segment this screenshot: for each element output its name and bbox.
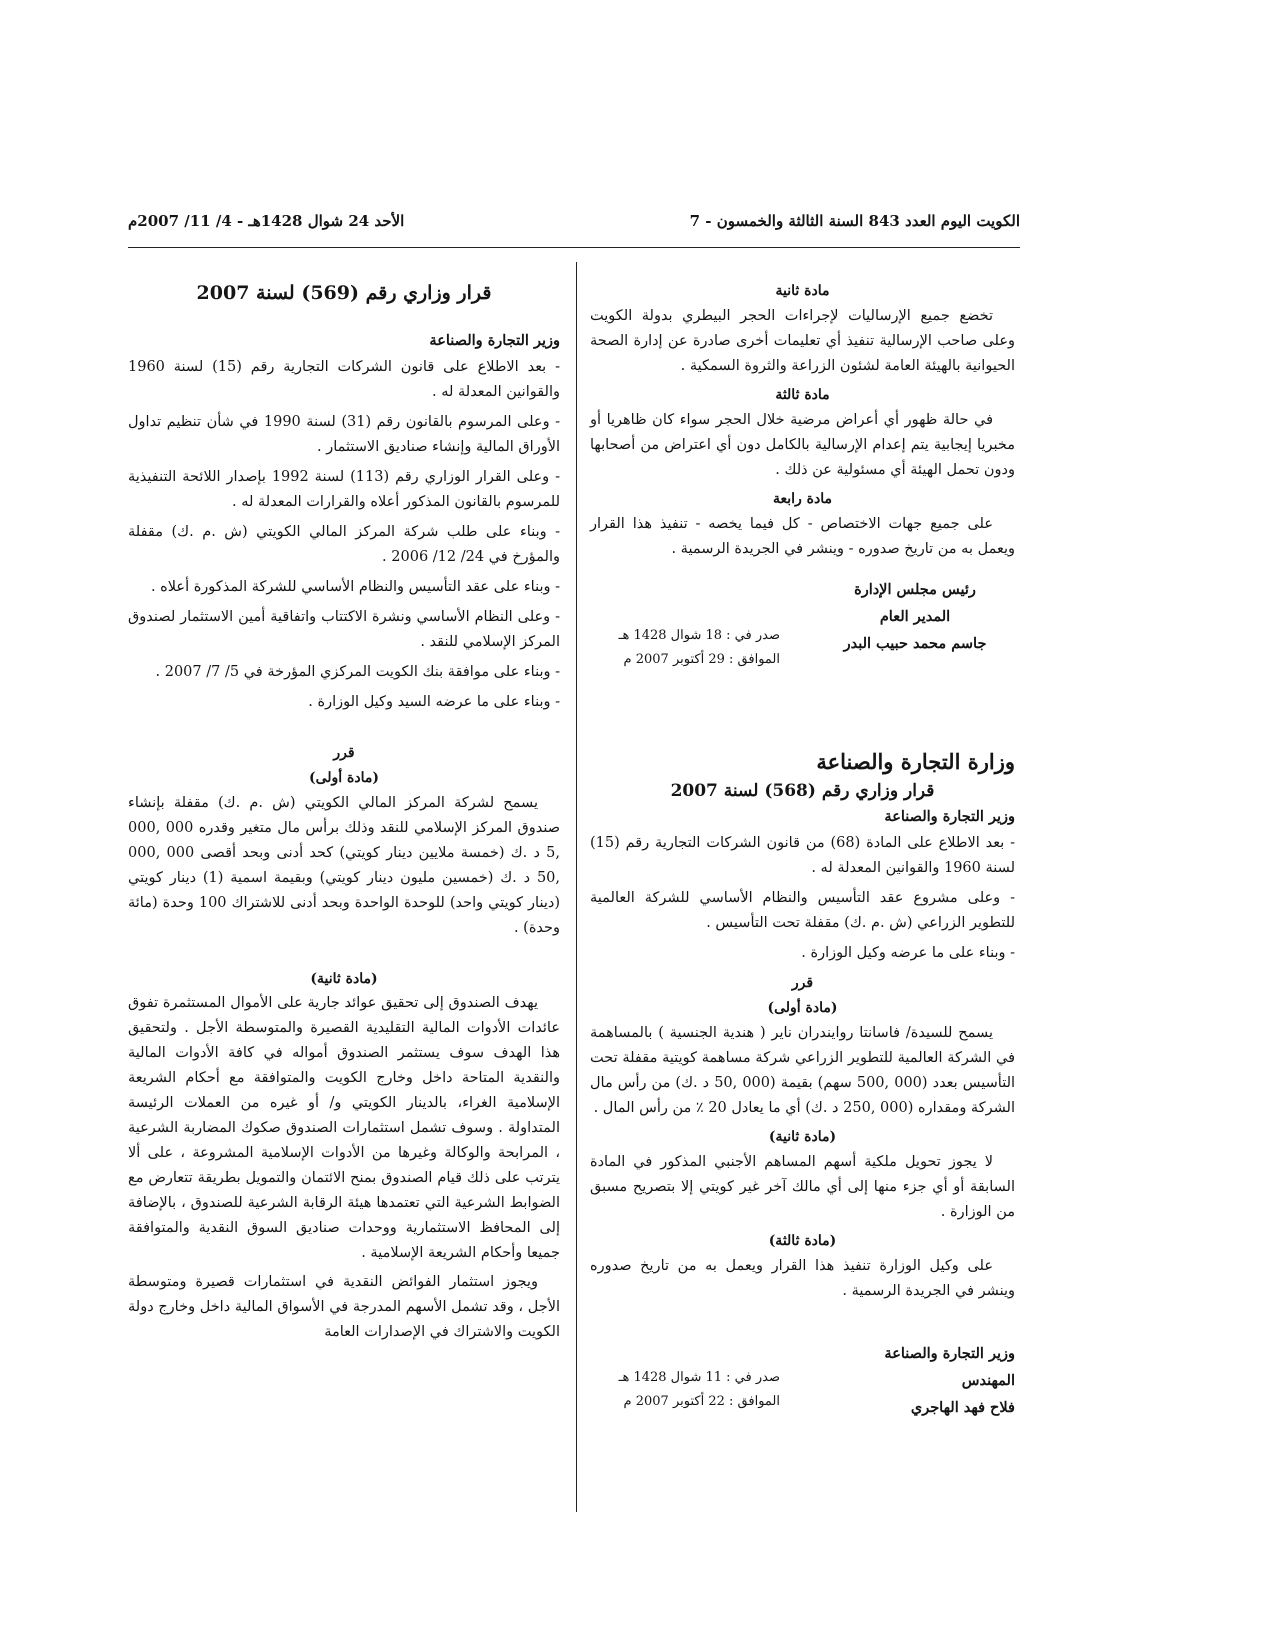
preamble-clause: - وعلى النظام الأساسي ونشرة الاكتتاب واتفاقية أمين الاستثمار لصندوق المركز الإسلامي للنقد . <box>128 609 560 650</box>
article-text: في حالة ظهور أي أعراض مرضية خلال الحجر سواء كان ظاهريا أو مخبريا إيجابية يتم إعدام الإرسالية بالكامل دون أي اعتراض من أصحابها ودون تحمل الهيئة أي مسئولية عن ذلك . <box>590 412 1015 478</box>
signatory <box>835 1340 1015 1421</box>
article-text: يسمح لشركة المركز المالي الكويتي (ش .م .ك) مقفلة بإنشاء صندوق المركز الإسلامي للنقد وذلك برأس مال متغير وقدره 000 ,000 ,5 د .ك (خمسة ملايين دينار كويتي) كحد أدنى وبحد أقصى 000 ,000 ,50 د .ك (خمسين مليون دينار كويتي) وبقيمة اسمية (1) دينار كويتي (دينار كويتي واحد) للوحدة الواحدة وبحد أدنى للاشتراك 100 وحدة (مائة وحدة) . <box>128 795 561 936</box>
preamble-clause: - وبناء على عقد التأسيس والنظام الأساسي للشركة المذكورة أعلاه . <box>150 579 560 595</box>
decision-title: قرار وزاري رقم (568) لسنة 2007 <box>670 781 935 801</box>
issued-date: صدر في : 11 شوال 1428 هـ <box>618 1370 780 1385</box>
left-column <box>128 278 560 1349</box>
issue-header: الكويت اليوم العدد 843 السنة الثالثة والخمسون - 7 <box>689 212 1020 230</box>
preamble-clause: - وعلى القرار الوزاري رقم (113) لسنة 1992 بإصدار اللائحة التنفيذية للمرسوم بالقانون المذكور أعلاه والقرارات المعدلة له . <box>128 469 560 510</box>
signatory-title: رئيس مجلس الإدارة <box>854 581 976 598</box>
signature-block <box>590 1340 1015 1421</box>
article-text: يهدف الصندوق إلى تحقيق عوائد جارية على الأموال المستثمرة تفوق عائدات الأدوات المالية التقليدية القصيرة والمتوسطة الأجل . ولتحقيق هذا الهدف سوف يستثمر الصندوق أمواله في كافة الأدوات المالية والنقدية المتاحة داخل وخارج الكويت والمتوافقة مع أحكام الشريعة الإسلامية الغراء، بالدينار الكويتي و/ أو غيره من العملات الرئيسة المتداولة . وسوف تشمل استثمارات الصندوق صكوك المضاربة الشرعية ، المرابحة والوكالة وغيرها من الأدوات الإسلامية المشروعة ، على ألا يترتب على ذلك قيام الصندوق بمنح الائتمان والتمويل بطريقة تتعارض مع الضوابط الشرعية التي تعتمدها هيئة الرقابة الشرعية للصندوق ، بالإضافة إلى المحافظ الاستثمارية ووحدات صناديق السوق النقدية والمتوافقة جميعا وأحكام الشريعة الإسلامية . <box>128 995 560 1261</box>
issuing-authority: وزير التجارة والصناعة <box>429 332 560 349</box>
article-heading: (مادة ثانية) <box>310 971 378 987</box>
preamble-clause: - وبناء على موافقة بنك الكويت المركزي المؤرخة في 5/ 7/ 2007 . <box>155 664 560 680</box>
column-divider <box>576 262 577 1512</box>
decided-label: قرر <box>791 975 814 991</box>
corresponding-date: الموافق : 22 أكتوبر 2007 م <box>623 1394 780 1409</box>
decided-label: قرر <box>333 745 355 761</box>
signatory <box>815 576 1015 657</box>
corresponding-date: الموافق : 29 أكتوبر 2007 م <box>623 652 780 667</box>
signatory-title: المهندس <box>961 1372 1015 1389</box>
issue-dates <box>590 1340 780 1414</box>
preamble-clause: - وبناء على ما عرضه السيد وكيل الوزارة . <box>308 694 560 710</box>
signatory-title: وزير التجارة والصناعة <box>884 1345 1015 1362</box>
signatory-name: جاسم محمد حبيب البدر <box>843 635 987 652</box>
article-text: ويجوز استثمار الفوائض النقدية في استثمارات قصيرة ومتوسطة الأجل ، وقد تشمل الأسهم المدرجة في الأسواق المالية داخل وخارج دولة الكويت والاشتراك في الإصدارات العامة <box>128 1274 560 1340</box>
article-heading: (مادة ثانية) <box>768 1129 837 1145</box>
signature-block <box>590 576 1015 708</box>
preamble-clause: - وعلى المرسوم بالقانون رقم (31) لسنة 1990 في شأن تنظيم تداول الأوراق المالية وإنشاء صناديق الاستثمار . <box>128 414 560 455</box>
article-heading: مادة ثانية <box>775 283 830 299</box>
signatory-title: المدير العام <box>879 608 951 625</box>
article-heading: (مادة ثالثة) <box>768 1233 837 1249</box>
preamble-clause: - وعلى مشروع عقد التأسيس والنظام الأساسي للشركة العالمية للتطوير الزراعي (ش .م .ك) مقفلة تحت التأسيس . <box>590 890 1015 931</box>
signatory-name: فلاح فهد الهاجري <box>910 1399 1015 1416</box>
issue-dates <box>590 576 780 672</box>
date-header: الأحد 24 شوال 1428هـ - 4/ 11/ 2007م <box>128 212 405 230</box>
article-heading: (مادة أولى) <box>308 770 380 786</box>
article-text: لا يجوز تحويل ملكية أسهم المساهم الأجنبي المذكور في المادة السابقة أو أي جزء منها إلى أي مالك آخر غير كويتي إلا بتصريح مسبق من الوزارة . <box>590 1154 1015 1220</box>
article-heading: مادة ثالثة <box>775 387 830 403</box>
article-heading: (مادة أولى) <box>767 1000 838 1016</box>
ministry-title: وزارة التجارة والصناعة <box>816 749 1015 774</box>
issuing-authority: وزير التجارة والصناعة <box>884 808 1015 825</box>
article-text: تخضع جميع الإرساليات لإجراءات الحجر البيطري بدولة الكويت وعلى صاحب الإرسالية تنفيذ أي تعليمات أخرى صادرة عن إدارة الصحة الحيوانية بالهيئة العامة لشئون الزراعة والثروة السمكية . <box>590 308 1015 374</box>
preamble-clause: - وبناء على ما عرضه وكيل الوزارة . <box>801 945 1015 961</box>
article-heading: مادة رابعة <box>772 491 832 507</box>
article-text: يسمح للسيدة/ فاسانتا روايندران ناير ( هندية الجنسية ) بالمساهمة في الشركة العالمية للتطوير الزراعي شركة مساهمة كويتية مقفلة تحت التأسيس بعدد (000 ,500 سهم) بقيمة (000 ,50 د .ك) من رأس مال الشركة ومقداره (000 ,250 د .ك) أي ما يعادل 20 ٪ من رأس المال . <box>590 1025 1016 1116</box>
preamble-clause: - بعد الاطلاع على قانون الشركات التجارية رقم (15) لسنة 1960 والقوانين المعدلة له . <box>128 359 560 400</box>
issued-date: صدر في : 18 شوال 1428 هـ <box>618 628 780 643</box>
article-text: على وكيل الوزارة تنفيذ هذا القرار ويعمل به من تاريخ صدوره وينشر في الجريدة الرسمية . <box>590 1258 1015 1299</box>
header-rule <box>128 247 1020 248</box>
preamble-clause: - وبناء على طلب شركة المركز المالي الكويتي (ش .م .ك) مقفلة والمؤرخ في 24/ 12/ 2006 . <box>128 524 560 565</box>
article-text: على جميع جهات الاختصاص - كل فيما يخصه - تنفيذ هذا القرار ويعمل به من تاريخ صدوره - وينشر في الجريدة الرسمية . <box>590 516 1015 557</box>
decision-title: قرار وزاري رقم (569) لسنة 2007 <box>196 282 492 304</box>
preamble-clause: - بعد الاطلاع على المادة (68) من قانون الشركات التجارية رقم (15) لسنة 1960 والقوانين المعدلة له . <box>590 835 1015 876</box>
right-column <box>590 278 1015 1421</box>
